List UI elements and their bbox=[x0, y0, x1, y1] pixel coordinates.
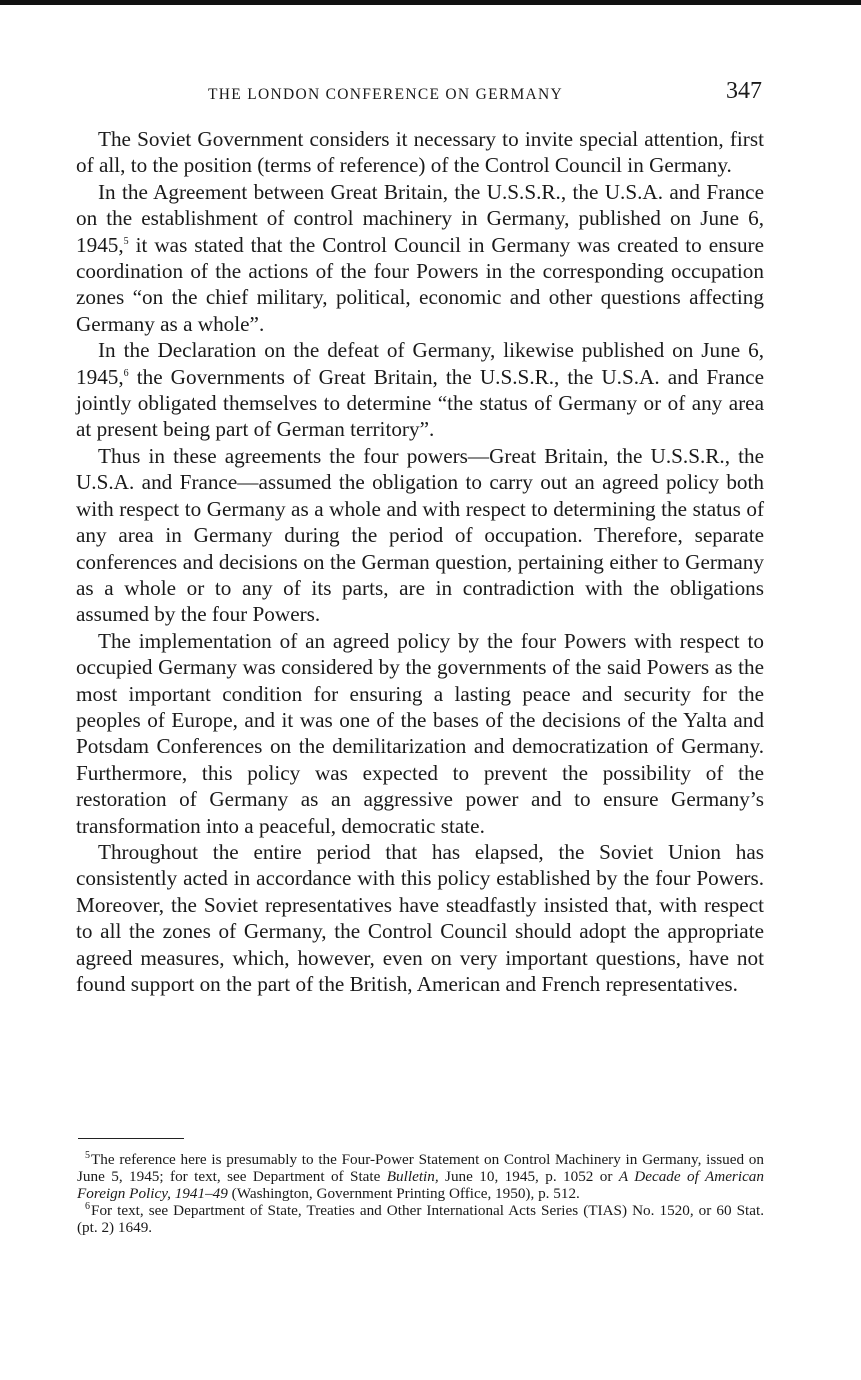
footnote-5-text-a: The reference here is presumably to the Four-Power Statement on Control Machinery in Germany, issued on June 5, 1945; for text, see Department of State bbox=[77, 1151, 764, 1185]
footnote-6-text: For text, see Department of State, Treaties and Other International Acts Series (TIAS) No. 1520, or 60 Stat. (pt. 2) 1649. bbox=[77, 1202, 764, 1236]
footnote-ref-5: 5 bbox=[123, 235, 129, 247]
main-text bbox=[76, 126, 764, 997]
footnote-6-mark: 6 bbox=[85, 1200, 90, 1212]
footnote-5-italic-title: A Decade of American Foreign Policy, 1941–49 bbox=[77, 1168, 764, 1202]
footnote-5-text-c: (Washington, Government Printing Office, 1950), p. 512. bbox=[227, 1185, 580, 1202]
footnote-ref-6: 6 bbox=[123, 367, 129, 379]
footnote-5-italic-bulletin: Bulletin, bbox=[386, 1168, 439, 1185]
paragraph-1: The Soviet Government considers it necessary to invite special attention, first of all, to the position (terms of reference) of the Control Council in Germany. bbox=[76, 127, 764, 178]
paragraph-2 bbox=[76, 179, 764, 337]
footnote-6 bbox=[77, 1202, 764, 1236]
footnote-5-text-b: June 10, 1945, p. 1052 or bbox=[438, 1168, 619, 1185]
paragraph-3 bbox=[76, 337, 764, 443]
paragraph-6: Throughout the entire period that has elapsed, the Soviet Union has consistently acted in accordance with this policy established by the four Powers. Moreover, the Soviet representatives have steadfastly insisted that, with respect to all the zones of Germany, the Control Council should adopt the appropriate agreed measures, which, however, even on very important questions, have not found support on the part of the British, American and French representatives. bbox=[76, 839, 764, 996]
paragraph-4: Thus in these agreements the four powers—Great Britain, the U.S.S.R., the U.S.A. and France—assumed the obligation to carry out an agreed policy both with respect to Germany as a whole and with respect to determining the status of any area in Germany during the period of occupation. Therefore, separate conferences and decisions on the German question, pertaining either to Germany as a whole or to any of its parts, are in contradiction with the obligations assumed by the four Powers. bbox=[76, 443, 764, 627]
paragraph-3-text-a: In the Declaration on the defeat of Germany, likewise published on June 6, 1945, bbox=[76, 338, 764, 389]
running-head: THE LONDON CONFERENCE ON GERMANY bbox=[208, 86, 564, 103]
paragraph-2-text-b: it was stated that the Control Council in Germany was created to ensure coordination of the actions of the four Powers in the corresponding occupation zones “on the chief military, political, economic and other questions affecting Germany as a whole”. bbox=[76, 232, 764, 336]
footnote-5 bbox=[77, 1151, 764, 1202]
paragraph-3-text-b: the Governments of Great Britain, the U.S.S.R., the U.S.A. and France jointly obligated themselves to determine “the status of Germany or of any area at present being part of German territory”. bbox=[76, 364, 764, 442]
page-number: 347 bbox=[726, 78, 762, 104]
paragraph-5: The implementation of an agreed policy by the four Powers with respect to occupied Germany was considered by the governments of the said Powers as the most important condition for ensuring a lasting peace and security for the peoples of Europe, and it was one of the bases of the decisions of the Yalta and Potsdam Conferences on the demilitarization and democratization of Germany. Furthermore, this policy was expected to prevent the possibility of the restoration of Germany as an aggressive power and to ensure Germany’s transformation into a peaceful, democratic state. bbox=[76, 628, 764, 838]
paragraph-2-text-a: In the Agreement between Great Britain, the U.S.S.R., the U.S.A. and France on the establishment of control machinery in Germany, published on June 6, 1945, bbox=[76, 179, 764, 257]
footnote-divider bbox=[78, 1138, 184, 1139]
page-header bbox=[78, 78, 764, 112]
page-top-border bbox=[0, 0, 861, 5]
footnote-5-mark: 5 bbox=[85, 1149, 90, 1161]
footnotes bbox=[77, 1151, 764, 1236]
